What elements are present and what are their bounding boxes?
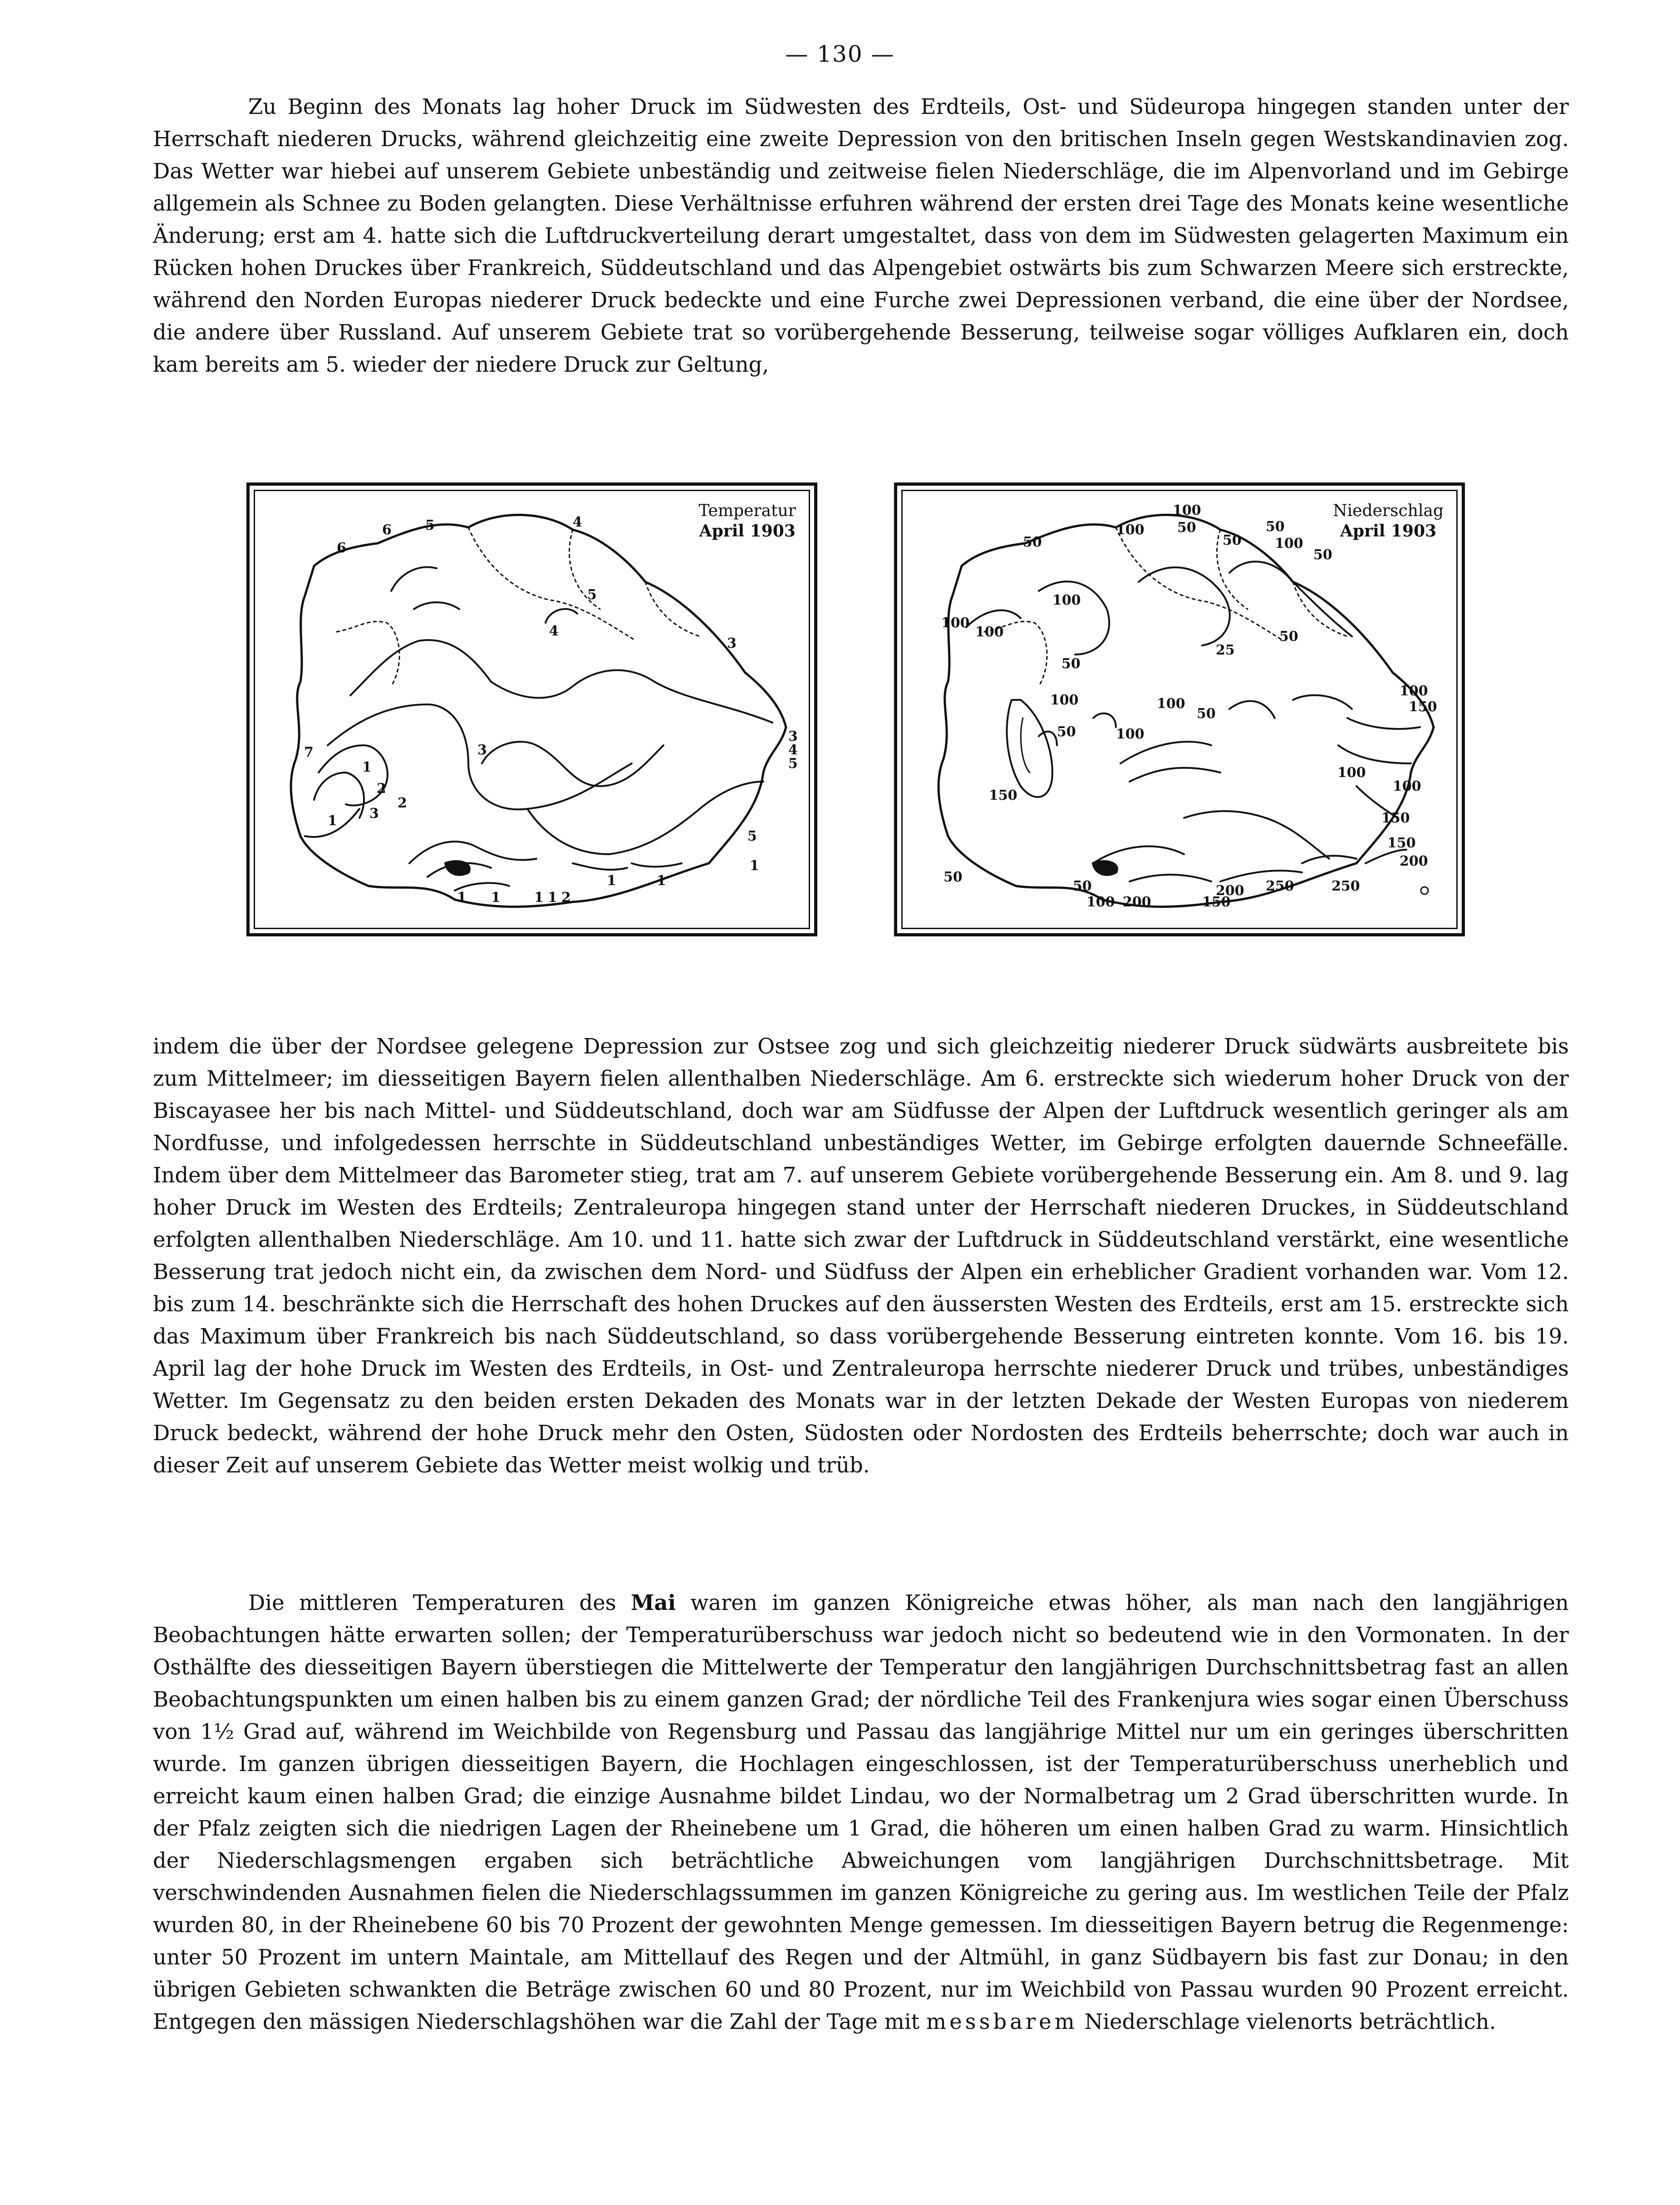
precipitation-label: 100	[1173, 502, 1201, 518]
precipitation-map-drawing	[903, 491, 1459, 931]
precipitation-label: 50	[1197, 706, 1216, 722]
temperature-label: 1	[328, 813, 337, 829]
precipitation-label: 50	[1266, 519, 1285, 535]
temperature-map-subtitle: April 1903	[699, 522, 796, 541]
precipitation-label: 50	[1061, 656, 1081, 672]
temperature-label: 5	[425, 517, 435, 533]
precipitation-label: 50	[1313, 547, 1332, 563]
paragraph-may-summary	[153, 1586, 1569, 2038]
temperature-label: 4	[788, 742, 798, 758]
precipitation-map-title-text: Niederschlag	[1333, 502, 1444, 520]
precipitation-label: 50	[1177, 520, 1196, 536]
temperature-map-title-text: Temperatur	[698, 502, 796, 520]
temperature-label: 3	[477, 742, 487, 758]
precipitation-map-subtitle: April 1903	[1340, 522, 1437, 541]
precipitation-label: 150	[1409, 699, 1437, 715]
temperature-label: 5	[587, 587, 597, 603]
temperature-label: 7	[304, 744, 314, 760]
precipitation-label: 100	[1400, 683, 1428, 699]
temperature-label: 1	[491, 890, 501, 906]
temperature-label: 3	[369, 806, 379, 822]
precipitation-label: 100	[1116, 726, 1145, 742]
precipitation-label: 50	[1223, 532, 1242, 548]
precipitation-label: 200	[1400, 853, 1428, 869]
temperature-label: 5	[788, 756, 798, 772]
precipitation-label: 100	[1052, 592, 1081, 608]
temperature-label: 5	[747, 828, 757, 844]
precipitation-label: 100	[1337, 765, 1366, 781]
precipitation-label: 100	[941, 615, 970, 631]
temperature-label: 2	[398, 795, 407, 811]
temperature-map-drawing	[255, 491, 812, 931]
precipitation-label: 25	[1216, 642, 1235, 658]
temperature-label: 1	[362, 759, 372, 775]
temperature-label: 1	[548, 890, 557, 906]
precipitation-map	[894, 482, 1465, 936]
precipitation-map-frame	[901, 490, 1458, 929]
precipitation-label: 50	[1023, 534, 1042, 550]
precipitation-label: 250	[1266, 878, 1294, 894]
precipitation-label: 100	[1157, 696, 1185, 712]
precipitation-label: 100	[1275, 536, 1303, 551]
temperature-map-frame	[254, 490, 810, 929]
temperature-label: 1	[534, 890, 544, 906]
temperature-label: 4	[549, 623, 559, 639]
temperature-label: 1	[457, 890, 467, 906]
precipitation-label: 200	[1123, 894, 1151, 910]
temperature-label: 2	[377, 781, 386, 797]
precipitation-label: 150	[1381, 810, 1410, 826]
paragraph-april-weather-continued: indem die über der Nordsee gelegene Depression zur Ostsee zog und sich gleichzeitig niederer Druck südwärts ausbreitete bis zum Mittelmeer; im diesseitigen Bayern fielen allenthalben Niederschläge. Am 6. erstreckte sich wiederum hoher Druck von der Biscayasee her bis nach Mittel- und Süddeutschland, doch war am Südfusse der Alpen der Luftdruck wesentlich geringer als am Nordfusse, und infolgedessen herrschte in Süddeutschland unbeständiges Wetter, im Gebirge erfolgten dauernde Schneefälle. Indem über dem Mittelmeer das Barometer stieg, trat am 7. auf unserem Gebiete vorübergehende Besserung ein. Am 8. und 9. lag hoher Druck im Westen des Erdteils; Zentraleuropa hingegen stand unter der Herrschaft niederen Druckes, in Süddeutschland erfolgten allenthalben Niederschläge. Am 10. und 11. hatte sich zwar der Luftdruck in Süddeutschland verstärkt, eine wesentliche Besserung trat jedoch nicht ein, da zwischen dem Nord- und Südfuss der Alpen ein erheblicher Gradient vorhanden war. Vom 12. bis zum 14. beschränkte sich die Herrschaft des hohen Druckes auf den äussersten Westen des Erdteils, erst am 15. erstreckte sich das Maximum über Frankreich bis nach Süddeutschland, so dass vorübergehende Besserung eintreten konnte. Vom 16. bis 19. April lag der hohe Druck im Westen des Erdteils, in Ost- und Zentraleuropa herrschte niederer Druck und trübes, unbeständiges Wetter. Im Gegensatz zu den beiden ersten Dekaden des Monats war in der letzten Dekade der Westen Europas von niederem Druck bedeckt, während der hohe Druck mehr den Osten, Südosten oder Nordosten des Erdteils beherrschte; doch war auch in dieser Zeit auf unserem Gebiete das Wetter meist wolkig und trüb.	[153, 1034, 1569, 1477]
precipitation-label: 150	[1202, 894, 1231, 910]
precipitation-label: 100	[1086, 894, 1115, 910]
temperature-label: 1	[657, 873, 666, 889]
paragraph-may-text-b: waren im ganzen Königreiche etwas höher, als man nach den langjährigen Beobachtungen hätte erwarten sollen; der Temperaturüberschuss war jedoch nicht so bedeutend wie in den Vormonaten. In der Osthälfte des diesseitigen Bayern überstiegen die Mittelwerte der Temperatur den langjährigen Durchschnittsbetrag fast an allen Beobachtungspunkten um einen halben bis zu einem ganzen Grad; der nördliche Teil des Frankenjura wies sogar einen Überschuss von 1½ Grad auf, während im Weichbilde von Regensburg und Passau das langjährige Mittel nur um ein geringes überschritten wurde. Im ganzen übrigen diesseitigen Bayern, die Hochlagen eingeschlossen, ist der Temperaturüberschuss unerheblich und erreicht kaum einen halben Grad; die einzige Ausnahme bildet Lindau, wo der Normalbetrag um 2 Grad überschritten wurde. In der Pfalz zeigten sich die niedrigen Lagen der Rheinebene um 1 Grad, die höheren um einen halben Grad zu warm. Hinsichtlich der Niederschlagsmengen ergaben sich beträchtliche Abweichungen vom langjährigen Durchschnittsbetrage. Mit verschwindenden Ausnahmen fielen die Niederschlagssummen im ganzen Königreiche zu gering aus. Im westlichen Teile der Pfalz wurden 80, in der Rheinebene 60 bis 70 Prozent der gewohnten Menge gemessen. Im diesseitigen Bayern betrug die Regenmenge: unter 50 Prozent im untern Maintale, am Mittellauf des Regen und der Altmühl, in ganz Südbayern bis fast zur Donau; in den übrigen Gebieten schwankten die Beträge zwischen 60 und 80 Prozent, nur im Weichbild von Passau wurden 90 Prozent erreicht. Entgegen den mässigen Niederschlagshöhen war die Zahl der Tage mit	[153, 1590, 1569, 2034]
paragraph-april-weather-start: Zu Beginn des Monats lag hoher Druck im Südwesten des Erdteils, Ost- und Südeuropa hingegen standen unter der Herrschaft niederen Drucks, während gleichzeitig eine zweite Depression von den britischen Inseln gegen Westskandinavien zog. Das Wetter war hiebei auf unserem Gebiete unbeständig und zeitweise fielen Niederschläge, die im Alpenvorland und im Gebirge allgemein als Schnee zu Boden gelangten. Diese Verhältnisse erfuhren während der ersten drei Tage des Monats keine wesentliche Änderung; erst am 4. hatte sich die Luftdruckverteilung derart umgestaltet, dass von dem im Südwesten gelagerten Maximum ein Rücken hohen Druckes über Frankreich, Süddeutschland und das Alpengebiet ostwärts bis zum Schwarzen Meere sich erstreckte, während den Norden Europas niederer Druck bedeckte und eine Furche zwei Depressionen verband, die eine über der Nordsee, die andere über Russland. Auf unserem Gebiete trat so vorübergehende Besserung, teilweise sogar völliges Aufklaren ein, doch kam bereits am 5. wieder der niedere Druck zur Geltung,	[153, 94, 1569, 377]
paragraph-may-text-c: Niederschlage vielenorts beträchtlich.	[1077, 2009, 1496, 2034]
page-number: — 130 —	[785, 41, 895, 67]
temperature-label: 3	[727, 635, 737, 651]
temperature-label: 3	[788, 728, 798, 744]
emphasized-word: messbarem	[926, 2009, 1078, 2034]
precipitation-label: 150	[989, 788, 1017, 803]
temperature-label: 1	[750, 858, 759, 874]
precipitation-label: 250	[1331, 878, 1360, 894]
precipitation-label: 150	[1387, 835, 1416, 851]
temperature-map	[246, 482, 817, 936]
temperature-label: 4	[573, 514, 582, 530]
precipitation-map-title	[1333, 501, 1444, 541]
temperature-label: 6	[337, 540, 346, 556]
precipitation-label: 100	[1050, 692, 1079, 708]
precipitation-label: 200	[1216, 883, 1244, 899]
temperature-label: 1	[607, 873, 616, 889]
temperature-map-title	[698, 501, 796, 541]
temperature-label: 6	[382, 522, 392, 538]
month-name: Mai	[630, 1590, 676, 1615]
precipitation-label: 100	[1116, 522, 1145, 538]
precipitation-label: 50	[1073, 878, 1092, 894]
paragraph-may-text-a: Die mittleren Temperaturen des	[248, 1590, 631, 1615]
temperature-label: 2	[561, 890, 571, 906]
precipitation-label: 100	[1393, 778, 1421, 794]
precipitation-label: 50	[943, 869, 963, 885]
precipitation-label: 50	[1279, 629, 1298, 645]
precipitation-label: 50	[1057, 724, 1076, 740]
precipitation-label: 100	[975, 624, 1004, 640]
